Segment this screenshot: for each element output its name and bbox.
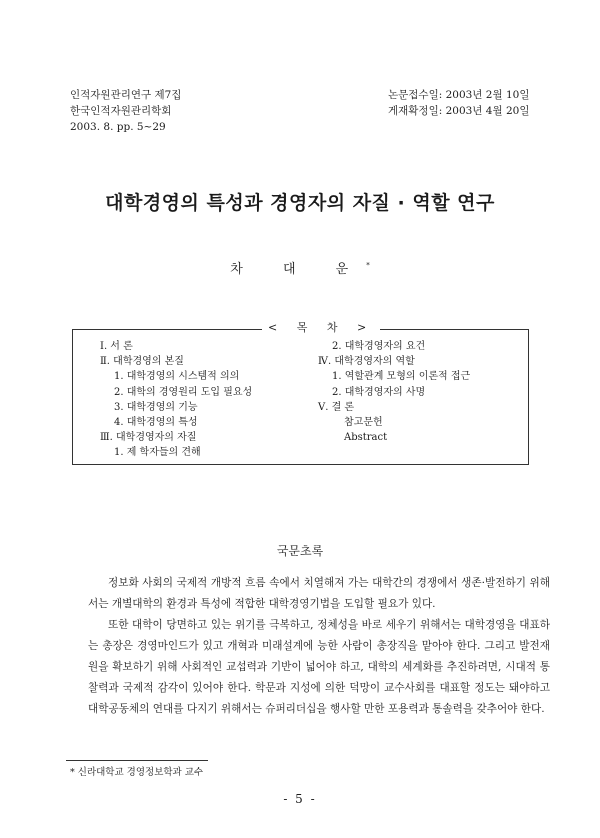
abstract-paragraph: 또한 대학이 당면하고 있는 위기를 극복하고, 정체성을 바로 세우기 위해서는 대학경영을 대표하는 총장은 경영마인드가 있고 개혁과 미래설계에 능한 사람이 총장직을 맡아야 한다. 그리고 발전재원을 확보하기 위해 사회적인 교섭력과 기반이 넓어야 하고, 대학의 세계화를 추진하려면, 시대적 통찰력과 국제적 감각이 있어야 한다. 학문과 지성에 의한 덕망이 교수사회를 대표할 정도는 돼야하고 대학공동체의 연대를 다지기 위해서는 슈퍼리더십을 행사할 만한 포용력과 통솔력을 갖추어야 한다.	[88, 619, 550, 715]
accepted-date: 게재확정일: 2003년 4월 20일	[388, 105, 530, 117]
author-affiliation-footnote: * 신라대학교 경영정보학과 교수	[70, 767, 204, 778]
toc-item: 2. 대학의 경영원리 도입 필요성	[114, 386, 253, 398]
toc-item: Abstract	[344, 432, 388, 444]
author-line	[0, 258, 600, 277]
toc-item: 2. 대학경영자의 요건	[332, 341, 426, 352]
toc-item: Ⅱ. 대학경영의 본질	[100, 356, 184, 368]
toc-item: 1. 역할관계 모형의 이론적 접근	[332, 371, 471, 383]
toc-left-column	[100, 339, 252, 461]
toc-item: 4. 대학경영의 특성	[114, 417, 198, 429]
journal-name: 인적자원관리연구 제7집	[70, 89, 182, 101]
page-number: - 5 -	[283, 792, 317, 806]
received-date: 논문접수일: 2003년 2월 10일	[388, 89, 530, 101]
toc-item: Ⅲ. 대학경영자의 자질	[100, 432, 197, 444]
toc-right-column	[318, 339, 470, 445]
toc-item: Ⅰ. 서 론	[100, 341, 133, 352]
toc-item: 1. 제 학자들의 견해	[114, 447, 201, 459]
toc-heading: < 목 차 >	[262, 319, 380, 335]
author-name: 차 대 운	[230, 262, 367, 277]
issue-pages: 2003. 8. pp. 5~29	[70, 121, 166, 133]
abstract-body	[88, 573, 550, 720]
toc-item: 참고문헌	[344, 417, 383, 429]
paper-title: 대학경영의 특성과 경영자의 자질 · 역할 연구	[105, 192, 495, 214]
society-name: 한국인적자원관리학회	[70, 105, 172, 117]
toc-item: 2. 대학경영자의 사명	[332, 386, 426, 398]
toc-item: Ⅳ. 대학경영자의 역할	[318, 356, 415, 368]
journal-info	[70, 87, 181, 135]
toc-item: 1. 대학경영의 시스템적 의의	[114, 371, 240, 383]
footnote-divider	[66, 760, 208, 761]
toc-item: 3. 대학경영의 기능	[114, 401, 198, 413]
abstract-paragraph: 정보화 사회의 국제적 개방적 흐름 속에서 치열해져 가는 대학간의 경쟁에서 생존·발전하기 위해서는 개별대학의 환경과 특성에 적합한 대학경영기법을 도입할 필요가 있다.	[88, 577, 550, 610]
abstract-heading: 국문초록	[276, 544, 324, 558]
submission-dates	[388, 87, 529, 119]
toc-item: Ⅴ. 결 론	[318, 401, 355, 413]
author-footnote-mark: *	[366, 261, 370, 270]
